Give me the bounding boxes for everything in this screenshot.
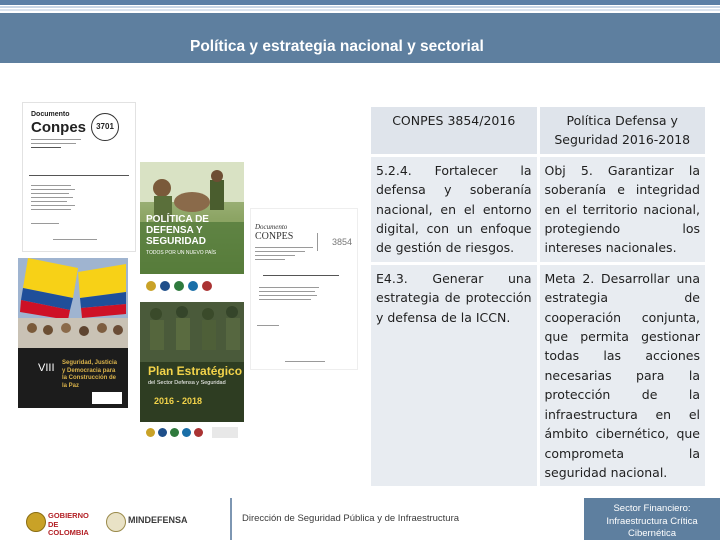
doc2-text-line (255, 251, 305, 252)
doc2-brand: CONPES (255, 231, 294, 242)
doc2-text-line (255, 247, 313, 248)
doc2-text-line (255, 259, 285, 260)
doc1-text-line (31, 197, 73, 198)
doc1-text-line (31, 205, 75, 206)
doc2-text-line (259, 299, 311, 300)
conpes-3854-document-image (250, 208, 358, 370)
emblem-icon (174, 281, 184, 291)
comparison-table (368, 104, 708, 489)
footer-logos (0, 500, 230, 540)
conpes-3701-document-image (22, 102, 136, 252)
cover2-text-line: y Democracia para (62, 367, 116, 374)
emblem-icon (188, 281, 198, 291)
table-cell: Meta 2. Desarrollar una estrategia de cooperación conjunta, que permita gestionar todas las acciones necesarias para la protección de la infraestructura en el ámbito cibernético, que comprometa la seguridad nacional. (540, 265, 706, 486)
cover2-numeral: VIII (38, 362, 55, 374)
page-title: Política y estrategia nacional y sectorial (190, 38, 484, 55)
cover3-subtitle: del Sector Defensa y Seguridad (148, 380, 226, 386)
cover2-text-line: la Paz (62, 382, 80, 389)
table-header-cell: CONPES 3854/2016 (371, 107, 537, 154)
cover2-logo (92, 392, 122, 404)
emblem-icon (194, 428, 203, 437)
cover2-text-line: la Construcción de (62, 375, 117, 381)
cover1-title (146, 214, 209, 247)
cover3-title: Plan Estratégico (148, 364, 243, 378)
doc1-text-line (31, 223, 59, 224)
table-cell: Obj 5. Garantizar la soberanía e integridad en el territorio nacional, protegiendo los intereses nacionales. (540, 157, 706, 262)
doc1-text-line (31, 147, 61, 148)
doc1-number-seal: 3701 (91, 113, 119, 141)
top-stripe-thin (0, 6, 720, 8)
cover1-title-line: SEGURIDAD (146, 236, 207, 247)
emblem-icon (182, 428, 191, 437)
emblem-icon (146, 428, 155, 437)
doc1-text-line (29, 175, 129, 176)
cover1-title-line: DEFENSA Y (146, 225, 203, 236)
emblem-icon (146, 281, 156, 291)
cover1-title-line: POLÍTICA DE (146, 214, 209, 225)
table-row (371, 157, 705, 262)
doc2-text-line (263, 275, 339, 276)
doc1-text-line (31, 201, 67, 202)
emblem-icon (158, 428, 167, 437)
cover3-logo-strip (140, 422, 244, 444)
doc2-label: Documento (255, 223, 288, 231)
footer-direccion: Dirección de Seguridad Pública y de Infraestructura (242, 513, 460, 524)
doc2-text-line (255, 255, 295, 256)
doc1-text-line (31, 139, 81, 140)
emblem-icon (202, 281, 212, 291)
doc1-brand: Conpes (31, 119, 87, 136)
doc2-text-line (259, 287, 319, 288)
doc1-text-line (31, 193, 69, 194)
cover2-text (62, 360, 117, 390)
footer-sector-text: Sector Financiero: Infraestructura Crítica Cibernética (606, 503, 698, 539)
doc1-text-line (53, 239, 97, 240)
gobierno-emblem-icon (26, 512, 46, 532)
table-cell: 5.2.4. Fortalecer la defensa y soberanía nacional, en el entorno digital, con un enfoque de gestión de riesgos. (371, 157, 537, 262)
plan-estrategico-cover-image (140, 302, 244, 444)
doc1-text-line (31, 143, 76, 144)
table-header-row (371, 107, 705, 154)
doc1-text-line (31, 209, 71, 210)
doc1-text-line (31, 185, 71, 186)
seguridad-justicia-cover-image (18, 258, 128, 408)
doc1-text-line (31, 189, 75, 190)
cover1-subtitle: TODOS POR UN NUEVO PAÍS (146, 250, 217, 256)
doc2-number: 3854 (317, 233, 352, 251)
doc2-text-line (259, 295, 317, 296)
gobierno-logo-text: GOBIERNO DE COLOMBIA (48, 511, 89, 537)
table-row (371, 265, 705, 486)
doc1-label: Documento (31, 111, 70, 118)
cover3-logo (212, 427, 238, 438)
top-stripe (0, 0, 720, 5)
mindefensa-emblem-icon (106, 512, 126, 532)
doc2-text-line (285, 361, 325, 362)
politica-defensa-cover-image (140, 162, 244, 300)
doc2-text-line (257, 325, 279, 326)
table-header-cell: Política Defensa y Seguridad 2016-2018 (540, 107, 706, 154)
cover3-years: 2016 - 2018 (154, 396, 203, 406)
top-stripe-thin-2 (0, 9, 720, 11)
emblem-icon (170, 428, 179, 437)
table-cell: E4.3. Generar una estrategia de protección y defensa de la ICCN. (371, 265, 537, 486)
cover2-text-line: Seguridad, Justicia (62, 360, 118, 366)
emblem-icon (160, 281, 170, 291)
mindefensa-logo-text: MINDEFENSA (128, 515, 188, 525)
cover1-logo-strip (140, 274, 244, 300)
doc2-text-line (259, 291, 315, 292)
